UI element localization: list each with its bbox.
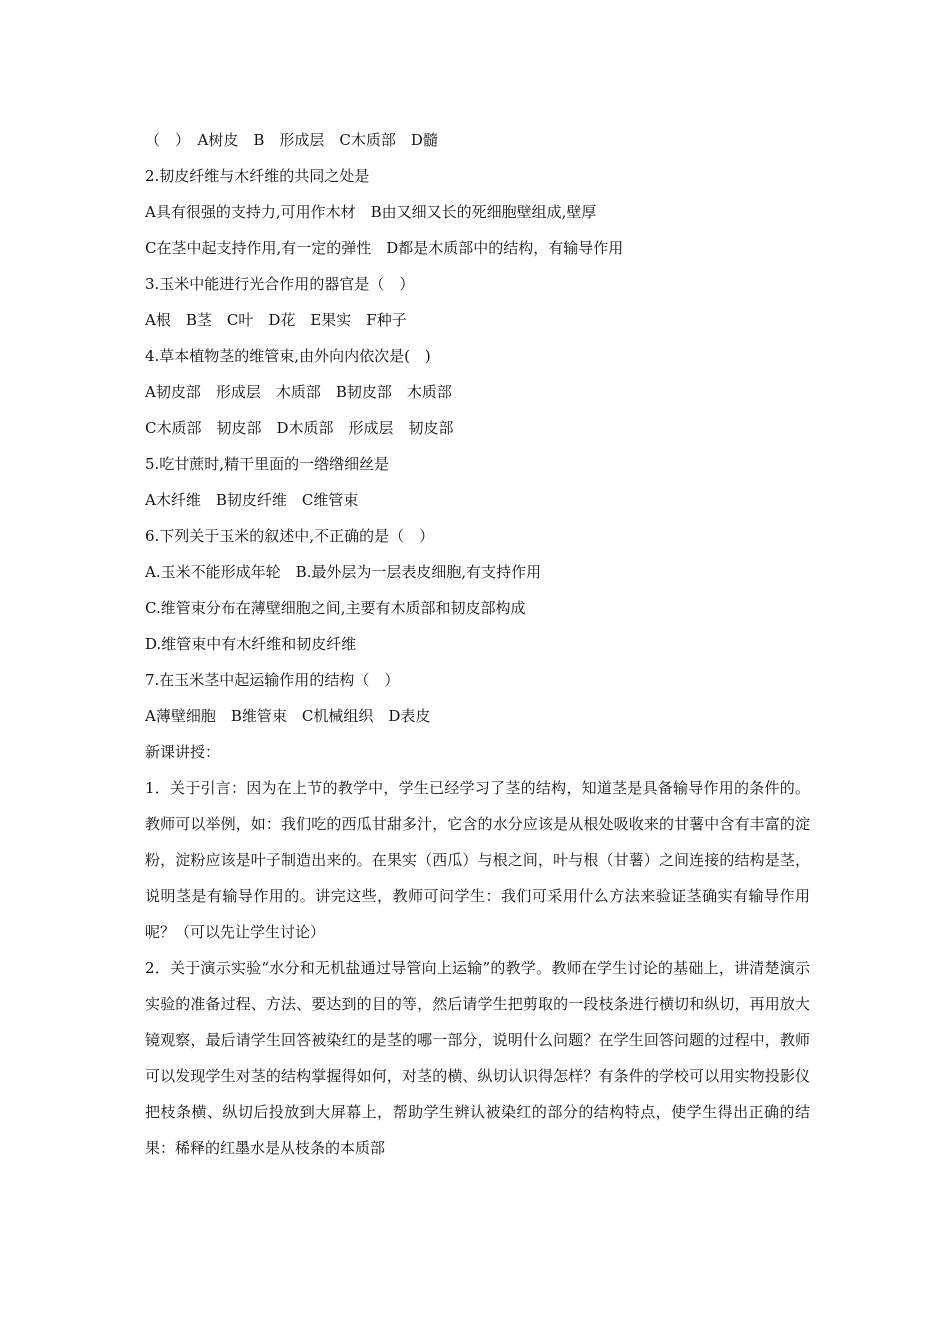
question-2-options-cd: C在茎中起支持作用,有一定的弹性 D都是木质部中的结构，有输导作用 — [145, 239, 624, 257]
section-heading: 新课讲授： — [145, 743, 221, 761]
question-6-option-c: C.维管束分布在薄壁细胞之间,主要有木质部和韧皮部构成 — [145, 599, 526, 617]
question-7-options: A薄壁细胞 B维管束 C机械组织 D表皮 — [145, 707, 431, 725]
question-6-option-d: D.维管束中有木纤维和韧皮纤维 — [145, 635, 357, 653]
paragraph-introduction: 1．关于引言：因为在上节的教学中，学生已经学习了茎的结构，知道茎是具备输导作用的条件的。教师可以举例，如：我们吃的西瓜甘甜多汁，它含的水分应该是从根处吸收来的甘薯中含有丰富的淀粉，淀粉应该是叶子制造出来的。在果实（西瓜）与根之间，叶与根（甘薯）之间连接的结构是茎，说明茎是有输导作用的。讲完这些，教师可问学生：我们可采用什么方法来验证茎确实有输导作用呢？（可以先让学生讨论） — [145, 779, 810, 941]
question-6-stem: 6.下列关于玉米的叙述中,不正确的是（ ） — [145, 527, 435, 545]
document-body — [145, 122, 810, 1166]
question-7-stem: 7.在玉米茎中起运输作用的结构（ ） — [145, 671, 400, 689]
question-6-options-ab: A.玉米不能形成年轮 B.最外层为一层表皮细胞,有支持作用 — [145, 563, 542, 581]
question-5-options: A木纤维 B韧皮纤维 C维管束 — [145, 491, 359, 509]
question-3-stem: 3.玉米中能进行光合作用的器官是（ ） — [145, 275, 415, 293]
question-1-options: （ ） A树皮 B 形成层 C木质部 D髓 — [145, 131, 438, 149]
question-3-options: A根 B茎 C叶 D花 E果实 F种子 — [145, 311, 407, 329]
question-5-stem: 5.吃甘蔗时,精干里面的一绺绺细丝是 — [145, 455, 390, 473]
question-2-stem: 2.韧皮纤维与木纤维的共同之处是 — [145, 167, 370, 185]
question-2-options-ab: A具有很强的支持力,可用作木材 B由又细又长的死细胞壁组成,壁厚 — [145, 203, 597, 221]
paragraph-experiment: 2．关于演示实验“水分和无机盐通过导管向上运输”的教学。教师在学生讨论的基础上，讲清楚演示实验的准备过程、方法、要达到的目的等，然后请学生把剪取的一段枝条进行横切和纵切，再用放大镜观察，最后请学生回答被染红的是茎的哪一部分，说明什么问题？在学生回答问题的过程中，教师可以发现学生对茎的结构掌握得如何，对茎的横、纵切认识得怎样？有条件的学校可以用实物投影仪把枝条横、纵切后投放到大屏幕上，帮助学生辨认被染红的部分的结构特点，使学生得出正确的结果：稀释的红墨水是从枝条的本质部 — [145, 959, 810, 1157]
question-4-stem: 4.草本植物茎的维管束,由外向内依次是( ) — [145, 347, 431, 365]
question-4-options-cd: C木质部 韧皮部 D木质部 形成层 韧皮部 — [145, 419, 454, 437]
question-4-options-ab: A韧皮部 形成层 木质部 B韧皮部 木质部 — [145, 383, 452, 401]
